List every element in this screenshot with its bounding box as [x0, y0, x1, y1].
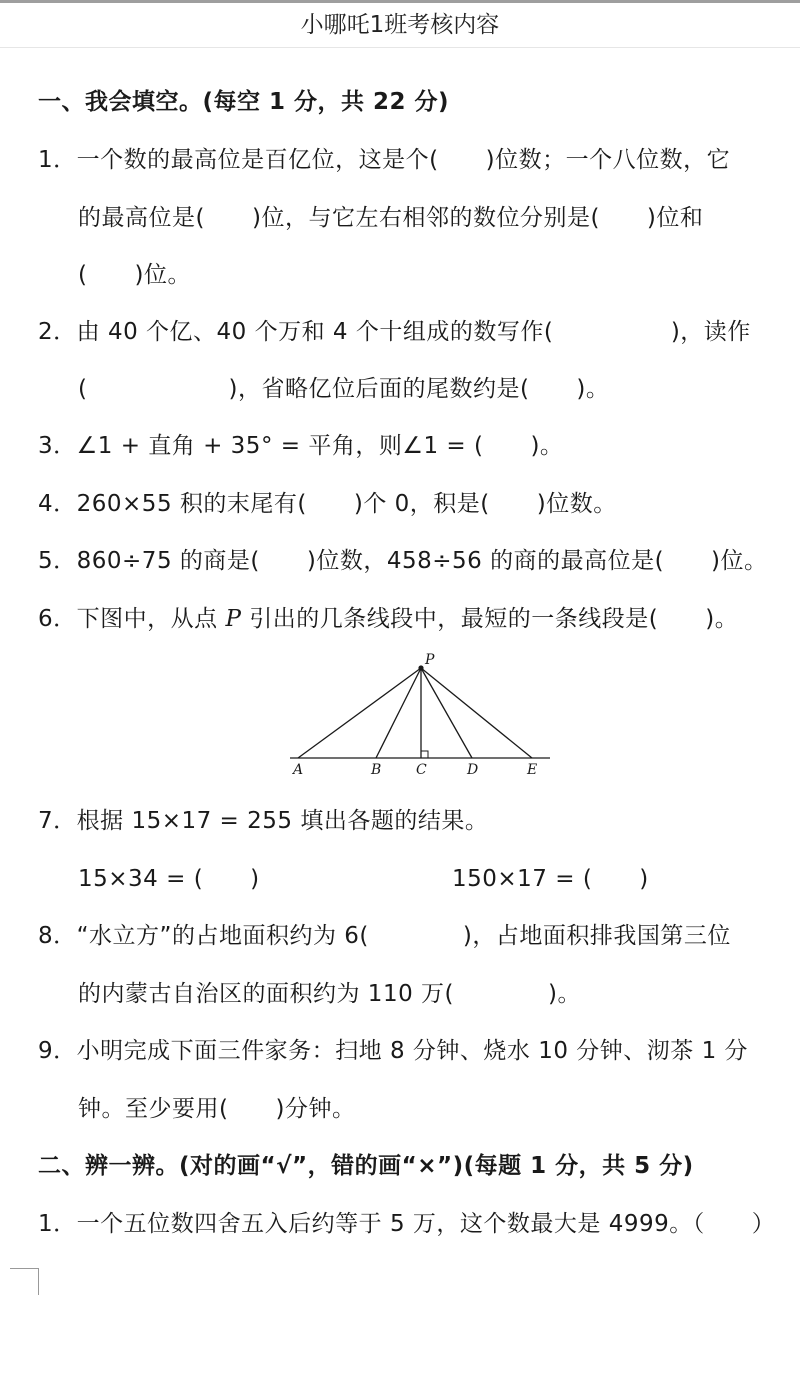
q9-line2: 钟。至少要用( )分钟。 [78, 1096, 356, 1122]
label-e: E [527, 762, 538, 778]
q8-line2: 的内蒙古自治区的面积约为 110 万( )。 [78, 981, 581, 1007]
label-p: P [425, 652, 435, 668]
judge-q1-line: 1．一个五位数四舍五入后约等于 5 万，这个数最大是 4999。（ ） [38, 1211, 776, 1237]
point-p-dot [418, 665, 423, 670]
q2-line1: 2．由 40 个亿、40 个万和 4 个十组成的数写作( )，读作 [38, 319, 751, 345]
q7-item-a: 15×34 = ( ) [78, 866, 260, 892]
q6-text-pre: 6．下图中，从点 [38, 606, 226, 632]
page-corner-mark [10, 1268, 39, 1295]
document-title: 小哪吒1班考核内容 [0, 3, 800, 48]
section2-heading: 二、辨一辨。(对的画“√”，错的画“×”)(每题 1 分，共 5 分) [38, 1153, 694, 1179]
q1-line1: 1．一个数的最高位是百亿位，这是个( )位数；一个八位数，它 [38, 147, 731, 173]
q6-text-post: 引出的几条线段中，最短的一条线段是( )。 [241, 606, 739, 632]
q5-line: 5．860÷75 的商是( )位数，458÷56 的商的最高位是( )位。 [38, 548, 768, 574]
label-b: B [371, 762, 382, 778]
q1-line3: ( )位。 [78, 262, 191, 288]
segment-pd [421, 668, 472, 758]
q6-point-p: P [225, 606, 242, 632]
q7-item-b: 150×17 = ( ) [452, 866, 649, 892]
segment-pe [421, 668, 532, 758]
right-angle-mark [421, 751, 428, 758]
q7-line1: 7．根据 15×17 = 255 填出各题的结果。 [38, 808, 489, 834]
triangle-figure [280, 648, 560, 780]
segment-diagram [280, 648, 560, 780]
q2-line2: ( )，省略亿位后面的尾数约是( )。 [78, 376, 610, 402]
label-a: A [293, 762, 304, 778]
label-c: C [416, 762, 427, 778]
segment-pa [298, 668, 421, 758]
label-d: D [467, 762, 479, 778]
q1-line2: 的最高位是( )位，与它左右相邻的数位分别是( )位和 [78, 205, 704, 231]
q8-line1: 8．“水立方”的占地面积约为 6( )，占地面积排我国第三位 [38, 923, 731, 949]
q6-line [38, 600, 738, 633]
q9-line1: 9．小明完成下面三件家务：扫地 8 分钟、烧水 10 分钟、沏茶 1 分 [38, 1038, 749, 1064]
q4-line: 4．260×55 积的末尾有( )个 0，积是( )位数。 [38, 491, 617, 517]
q3-line: 3．∠1 + 直角 + 35° = 平角，则∠1 = ( )。 [38, 433, 564, 459]
section1-heading: 一、我会填空。(每空 1 分，共 22 分) [38, 89, 450, 115]
segment-pb [376, 668, 421, 758]
